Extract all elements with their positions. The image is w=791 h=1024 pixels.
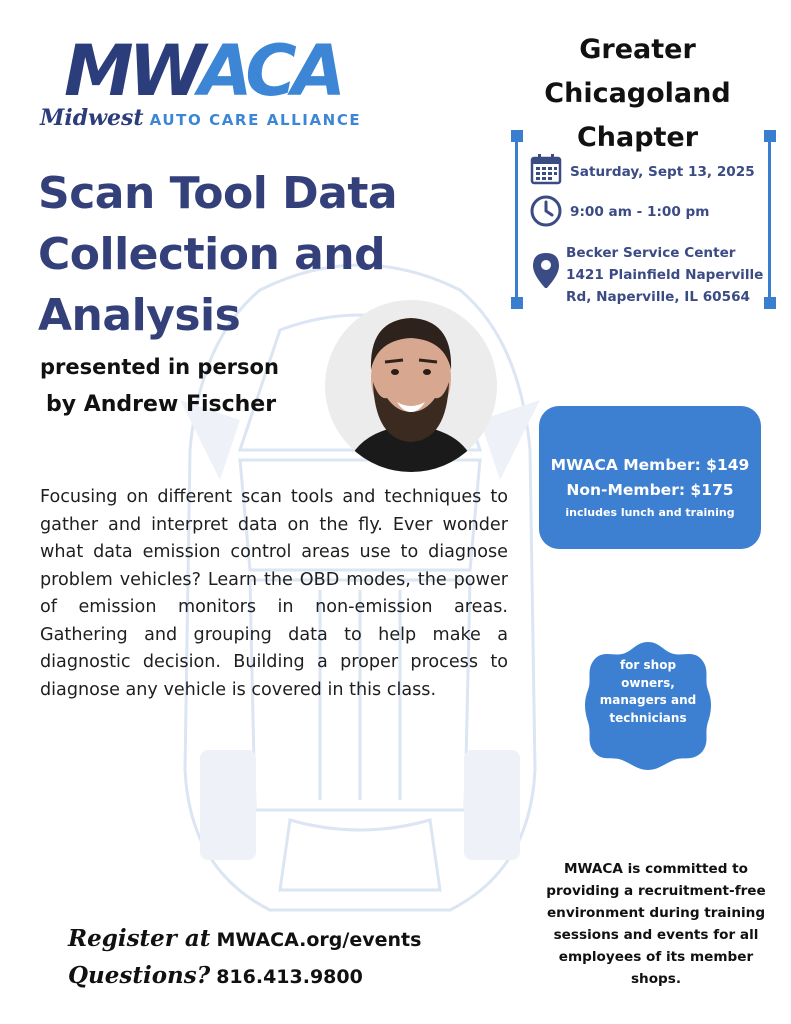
bracket-left-top-cap: [511, 130, 523, 142]
price-includes: includes lunch and training: [565, 506, 735, 519]
chapter-title: [520, 28, 755, 160]
audience-text: [592, 657, 704, 727]
course-description: Focusing on different scan tools and techniques to gather and interpret data on the fly. Ever wonder what data emission control areas use to diagnose problem vehicles? Learn the OBD modes, the power of emission monitors in non-emission areas. Gathering and grouping data to help make a diagnostic decision. Building a proper process to diagnose any vehicle is covered in this class.: [40, 487, 508, 700]
event-location: [566, 242, 763, 308]
logo-caps: AUTO CARE ALLIANCE: [149, 111, 362, 129]
audience-line: owners,: [621, 675, 675, 690]
presented-line: presented in person: [40, 355, 279, 379]
logo-tagline: [40, 105, 361, 134]
commitment-statement: MWACA is committed to providing a recruitment-free environment during training sessions and events for all employees of its member shops.: [546, 861, 766, 987]
event-title-line: Analysis: [38, 290, 241, 341]
chapter-title-line: Greater: [579, 34, 696, 65]
event-date: Saturday, Sept 13, 2025: [570, 164, 755, 180]
register-script: Register at: [68, 925, 211, 952]
event-title-line: Scan Tool Data: [38, 168, 398, 219]
phone-number[interactable]: 816.413.9800: [216, 966, 363, 988]
logo-wordmark: [64, 32, 341, 110]
questions-line: [68, 962, 363, 989]
audience-line: managers and: [599, 693, 697, 707]
non-member-price: Non-Member: $175: [566, 481, 734, 499]
calendar-icon: [529, 152, 563, 186]
bracket-right-bottom-cap: [764, 297, 776, 309]
audience-line: technicians: [609, 710, 687, 725]
questions-script: Questions?: [68, 962, 211, 989]
location-pin-icon: [529, 248, 563, 288]
location-line: Becker Service Center: [566, 245, 736, 261]
logo-wordmark-dark: MW: [64, 30, 199, 112]
event-title-line: Collection and: [38, 229, 386, 280]
register-line: [68, 925, 421, 952]
chapter-title-line: Chapter: [576, 122, 699, 153]
register-link[interactable]: MWACA.org/events: [216, 929, 422, 951]
chapter-title-line: Chicagoland: [544, 78, 731, 109]
logo-wordmark-light: ACA: [198, 30, 341, 112]
audience-line: for shop: [619, 658, 677, 672]
pricing-box: [539, 406, 761, 549]
event-time: 9:00 am - 1:00 pm: [570, 204, 710, 220]
clock-icon: [529, 194, 563, 228]
presenter-photo: [325, 300, 497, 472]
logo-script: Midwest: [40, 105, 144, 131]
location-line: 1421 Plainfield Naperville: [566, 267, 764, 283]
presenter-line: by Andrew Fischer: [46, 392, 277, 417]
bracket-right-top-cap: [764, 130, 776, 142]
mwaca-logo: [40, 32, 370, 132]
bracket-right-line: [768, 136, 771, 306]
member-price: MWACA Member: $149: [550, 456, 750, 474]
bracket-left-line: [515, 136, 518, 306]
bracket-left-bottom-cap: [511, 297, 523, 309]
location-line: Rd, Naperville, IL 60564: [566, 289, 751, 305]
